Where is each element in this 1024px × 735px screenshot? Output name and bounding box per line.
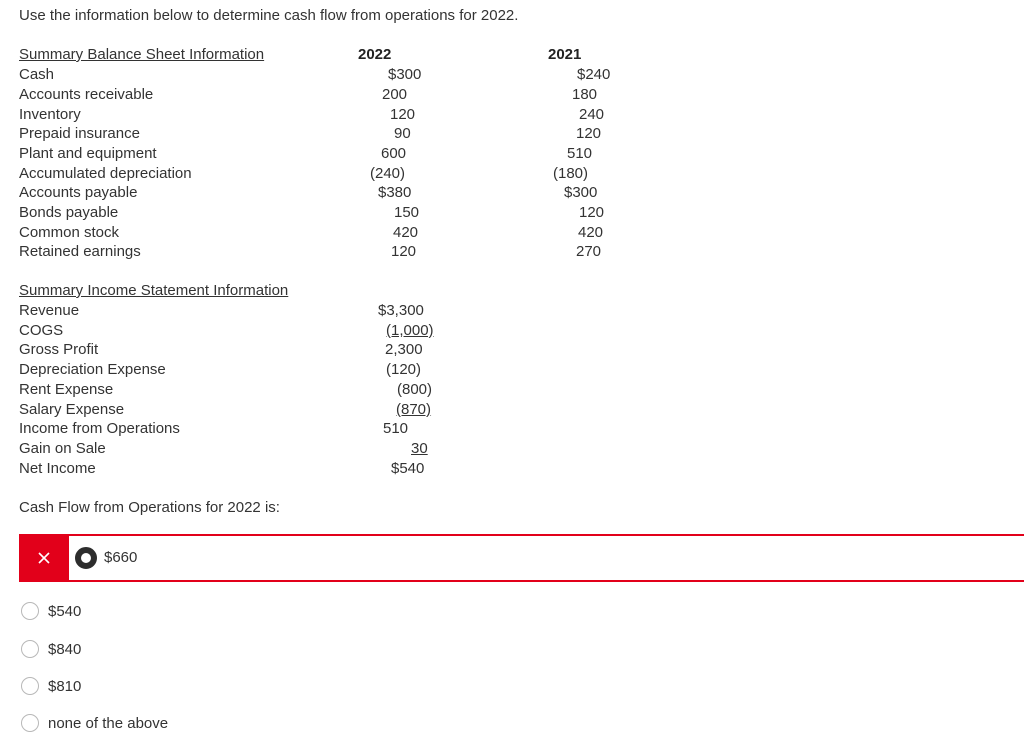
is-row-label: Gross Profit [19,341,99,358]
is-value: (1,000) [386,322,434,339]
bs-value-2021: 180 [572,86,598,103]
radio-button[interactable] [21,714,39,732]
bs-value-2021: 510 [567,145,593,162]
bs-value-2021: 120 [579,204,605,221]
bs-row-label: Common stock [19,224,120,241]
option-label[interactable]: none of the above [48,715,169,732]
option-label[interactable]: $840 [48,641,82,658]
is-value: 2,300 [385,341,423,358]
bs-value-2022: $380 [378,184,412,201]
is-value: (870) [396,401,432,418]
option-label[interactable]: $810 [48,678,82,695]
is-row-label: Gain on Sale [19,440,106,457]
bs-row-label: Inventory [19,106,81,123]
selected-answer-label: $660 [104,549,138,566]
is-value: 510 [383,420,409,437]
bs-row-label: Accounts receivable [19,86,154,103]
bs-row-label: Accounts payable [19,184,138,201]
bs-row-label: Accumulated depreciation [19,165,192,182]
is-row-label: COGS [19,322,64,339]
selected-answer-incorrect[interactable] [19,534,1024,582]
incorrect-icon [19,536,69,580]
bs-row-label: Retained earnings [19,243,141,260]
bs-row-label: Bonds payable [19,204,119,221]
income-statement-header: Summary Income Statement Information [19,282,289,299]
is-row-label: Salary Expense [19,401,125,418]
is-value: (800) [397,381,433,398]
bs-value-2022: (240) [370,165,406,182]
bs-row-label: Cash [19,66,55,83]
radio-button[interactable] [21,640,39,658]
bs-value-2022: $300 [388,66,422,83]
radio-button[interactable] [21,602,39,620]
bs-value-2022: 90 [394,125,411,142]
is-value: $3,300 [378,302,424,319]
bs-value-2021: 420 [578,224,604,241]
bs-value-2021: 240 [579,106,605,123]
year-2022-header: 2022 [358,46,392,63]
is-row-label: Income from Operations [19,420,180,437]
radio-selected[interactable] [75,547,97,569]
is-row-label: Rent Expense [19,381,114,398]
bs-value-2022: 600 [381,145,407,162]
bs-value-2022: 120 [390,106,416,123]
option-label[interactable]: $540 [48,603,82,620]
bs-value-2021: 270 [576,243,602,260]
year-2021-header: 2021 [548,46,582,63]
is-row-label: Depreciation Expense [19,361,166,378]
is-row-label: Revenue [19,302,80,319]
bs-value-2021: 120 [576,125,602,142]
bs-value-2022: 200 [382,86,408,103]
bs-value-2021: $240 [577,66,611,83]
bs-row-label: Prepaid insurance [19,125,140,142]
bs-value-2021: (180) [553,165,589,182]
bs-value-2022: 150 [394,204,420,221]
is-value: (120) [386,361,422,378]
balance-sheet-header: Summary Balance Sheet Information [19,46,265,63]
bs-value-2021: $300 [564,184,598,201]
question-text: Use the information below to determine cash flow from operations for 2022. [19,7,519,24]
answer-prompt: Cash Flow from Operations for 2022 is: [19,499,280,516]
bs-value-2022: 120 [391,243,417,260]
is-value: $540 [391,460,425,477]
bs-row-label: Plant and equipment [19,145,157,162]
is-value: 30 [411,440,428,457]
is-row-label: Net Income [19,460,96,477]
bs-value-2022: 420 [393,224,419,241]
radio-button[interactable] [21,677,39,695]
